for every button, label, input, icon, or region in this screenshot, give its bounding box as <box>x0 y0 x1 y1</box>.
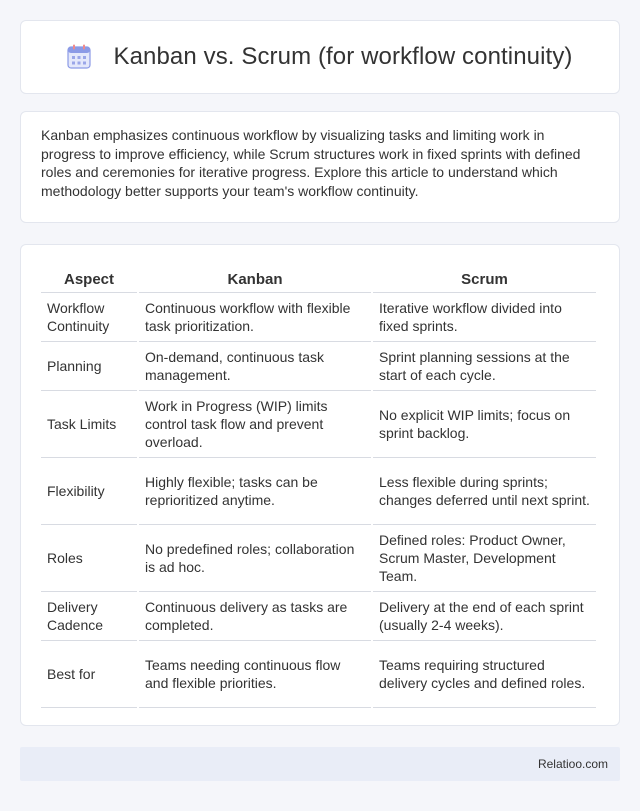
kanban-cell: Teams needing continuous flow and flexible priorities. <box>139 641 371 708</box>
aspect-cell: Flexibility <box>41 458 137 525</box>
header-kanban: Kanban <box>139 265 371 293</box>
scrum-cell: Defined roles: Product Owner, Scrum Master, Development Team. <box>373 525 596 592</box>
aspect-cell: Workflow Continuity <box>41 293 137 342</box>
table-row <box>41 592 596 641</box>
aspect-cell: Task Limits <box>41 391 137 458</box>
header-scrum: Scrum <box>373 265 596 293</box>
intro-card <box>20 111 620 223</box>
table-header-row <box>41 265 596 293</box>
aspect-cell: Best for <box>41 641 137 708</box>
table-row <box>41 391 596 458</box>
title-card <box>20 20 620 94</box>
kanban-cell: No predefined roles; collaboration is ad hoc. <box>139 525 371 592</box>
aspect-cell: Planning <box>41 342 137 391</box>
table-row <box>41 458 596 525</box>
scrum-cell: Teams requiring structured delivery cycles and defined roles. <box>373 641 596 708</box>
kanban-cell: Work in Progress (WIP) limits control task flow and prevent overload. <box>139 391 371 458</box>
table-row <box>41 293 596 342</box>
footer-brand[interactable]: Relatioo.com <box>537 757 608 771</box>
footer <box>20 747 620 781</box>
table-row <box>41 525 596 592</box>
kanban-cell: Highly flexible; tasks can be reprioritized anytime. <box>139 458 371 525</box>
scrum-cell: Delivery at the end of each sprint (usually 2-4 weeks). <box>373 592 596 641</box>
scrum-cell: Sprint planning sessions at the start of each cycle. <box>373 342 596 391</box>
table-row <box>41 641 596 708</box>
comparison-card <box>20 244 620 726</box>
kanban-cell: Continuous delivery as tasks are completed. <box>139 592 371 641</box>
scrum-cell: No explicit WIP limits; focus on sprint backlog. <box>373 391 596 458</box>
comparison-table <box>39 265 598 708</box>
calendar-icon <box>67 44 91 70</box>
page-title: Kanban vs. Scrum (for workflow continuity) <box>113 43 573 70</box>
kanban-cell: On-demand, continuous task management. <box>139 342 371 391</box>
kanban-cell: Continuous workflow with flexible task prioritization. <box>139 293 371 342</box>
aspect-cell: Roles <box>41 525 137 592</box>
scrum-cell: Less flexible during sprints; changes deferred until next sprint. <box>373 458 596 525</box>
header-aspect: Aspect <box>41 265 137 293</box>
title-wrap <box>67 43 572 71</box>
scrum-cell: Iterative workflow divided into fixed sprints. <box>373 293 596 342</box>
aspect-cell: Delivery Cadence <box>41 592 137 641</box>
table-row <box>41 342 596 391</box>
intro-text: Kanban emphasizes continuous workflow by visualizing tasks and limiting work in progress to improve efficiency, while Scrum structures work in fixed sprints with defined roles and ceremonies for iterative progress. Explore this article to understand which methodology better supports your team's workflow continuity. <box>41 127 581 199</box>
